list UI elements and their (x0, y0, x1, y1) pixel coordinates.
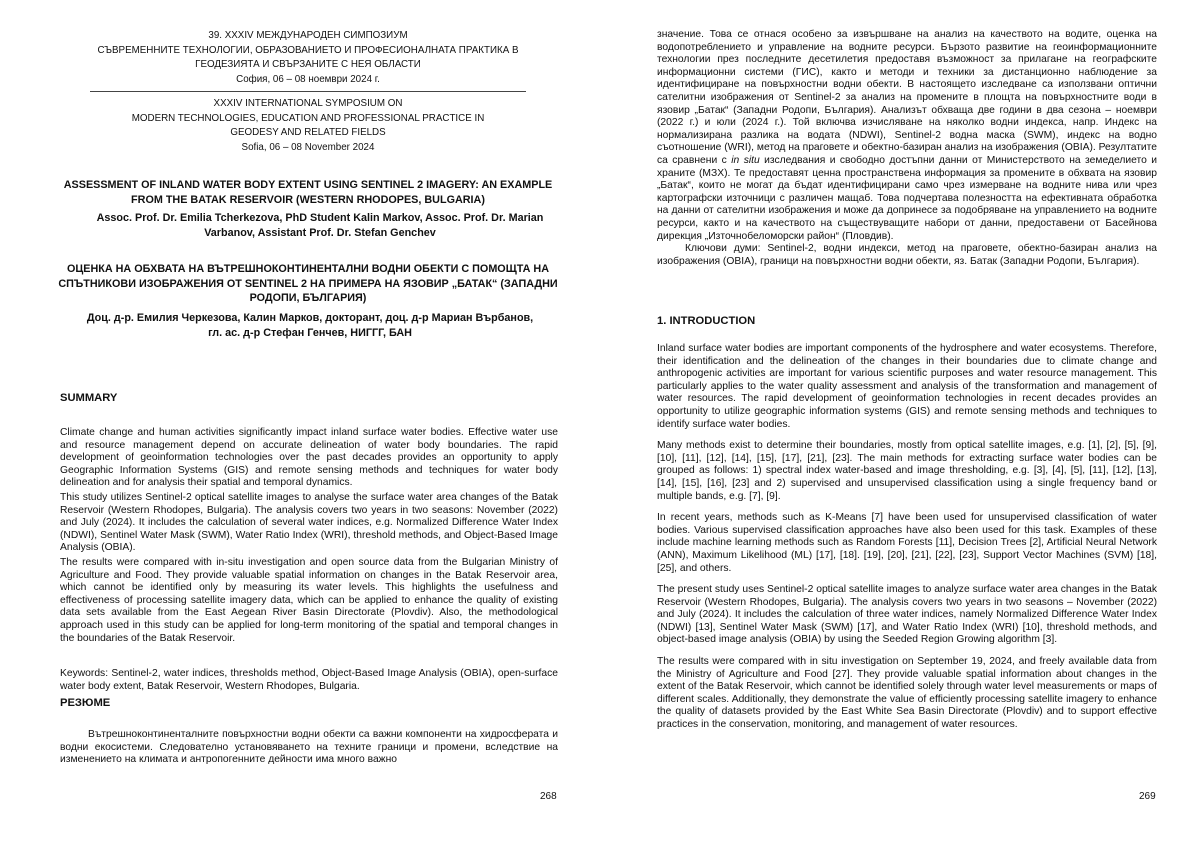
paper-title-en: ASSESSMENT OF INLAND WATER BODY EXTENT USING SENTINEL 2 IMAGERY: AN EXAMPLE FROM THE BATAK RESERVOIR (WESTERN RHODOPES, BULGARIA) (63, 179, 553, 206)
header-line: MODERN TECHNOLOGIES, EDUCATION AND PROFESSIONAL PRACTICE IN (131, 112, 485, 124)
introduction-body (657, 343, 1157, 732)
resume-body (60, 729, 558, 767)
right-page (600, 0, 1200, 849)
authors-bg-line: Доц. д-р. Емилия Черкезова, Калин Марков, докторант, доц. д-р Мариан Върбанов, (86, 312, 534, 324)
resume-heading: РЕЗЮМЕ (60, 697, 111, 709)
header-divider (90, 91, 526, 92)
authors-bg-line: гл. ас. д-р Стефан Генчев, НИГГГ, БАН (208, 327, 412, 339)
resume-paragraph (657, 29, 1157, 243)
page-number: 269 (1139, 791, 1156, 802)
header-line: Sofia, 06 – 08 November 2024 (241, 141, 375, 153)
summary-paragraph: Climate change and human activities significantly impact inland surface water bodies. Effective water use and resource management depend on accurate delineation of water body boundaries. The rapid development of geoinformation technologies over the past decades provides an opportunity to apply Geographic Information Systems (GIS) and remote sensing methods and techniques for water body delineation and for analysis their spatial and temporal dynamics. (60, 427, 558, 489)
header-line: ГЕОДЕЗИЯТА И СВЪРЗАНИТЕ С НЕЯ ОБЛАСТИ (195, 59, 421, 70)
summary-paragraph: This study utilizes Sentinel-2 optical satellite images to analyse the surface water area changes of the Batak Reservoir (Western Rhodopes, Bulgaria). The analysis covers two years in two seasons: November (2022) and July (2024). It includes the calculation of several water indices, e.g. Normalized Difference Water Index (NDWI), Sentinel Water Mask (SWM), Water Ratio Index (WRI), threshold methods, and Object-Based Image Analysis (OBIA). (60, 491, 558, 554)
resume-text: значение. Това се отнася особено за извършване на анализ на качеството на водите, оценка на водопотреблението и управление на водните ресурси. Бързото развитие на геоинформационните технологии през последните десетилетия предоставя възможност за прилагане на географските информационни системи (ГИС), както и методи и техники за дистанционно наблюдение за идентифициране на повърхностни водни обекти. В настоящето изследване са използвани оптични сателитни изображения от Sentinel-2 за анализ на промените в площта на повърхностните води в язовир „Батак“ (Западни Родопи, България). Анализът обхваща две години в два сезона – ноември (2022 г.) и юли (2024 г.). Той включва изчисляване на няколко водни индекса, напр. Индекс на нормализирана разлика на водата (NDWI), Sentinel-2 водна маска (SWM), индекс на водно съотношение (WRI), метод на праговете и обектно-базиран анализ на изображения (OBIA). Резултатите са сравнени с (657, 29, 1157, 166)
keywords-text: Keywords: Sentinel-2, water indices, thresholds method, Object-Based Image Analysis (OBIA), open-surface water body extent, Batak Reservoir, Western Rhodopes, Bulgaria. (60, 668, 558, 692)
intro-paragraph: In recent years, methods such as K-Means [7] have been used for unsupervised classification of water bodies. Various supervised classification approaches have also been used for this task. Examples of these include machine learning methods such as Random Forests [11], Decision Trees [2], Artificial Neural Network (ANN), Maximum Likelihood (ML) [17], [18]. [19], [20], [21], [22], [23], Support Vector Machines (SVM) [18], [25], and others. (657, 512, 1157, 574)
authors-bg (60, 311, 560, 341)
keywords-bg: Ключови думи: Sentinel-2, водни индекси, метод на праговете, обектно-базиран анализ на изображения (OBIA), граници на повърхностни водни обекти, яз. Батак (Западни Родопи, България). (657, 243, 1157, 267)
header-line: СЪВРЕМЕННИТЕ ТЕХНОЛОГИИ, ОБРАЗОВАНИЕТО И ПРОФЕСИОНАЛНАТА ПРАКТИКА В (97, 44, 519, 56)
resume-italic-term: in situ (731, 154, 760, 166)
page-number: 268 (540, 791, 557, 802)
summary-paragraph: The results were compared with in-situ investigation and open source data from the Bulgarian Ministry of Agriculture and Food. They provide valuable spatial information on changes in the Batak Reservoir area, which cannot be identified only by measuring its water levels. This highlights the usefulness and effectiveness of processing satellite imagery data, which can be applied to enhance the quality of existing data sets available from the East Aegean River Basin Directorate (Plovdiv). Also, the methodological approach used in this study can be applied for long-term monitoring of the spatial and temporal changes in the boundaries of the Batak Reservoir. (60, 556, 558, 644)
intro-paragraph: The results were compared with in situ investigation on September 19, 2024, and freely available data from the Ministry of Agriculture and Food [27]. They provide valuable spatial information about changes in the extent of the Batak Reservoir, which cannot be identified solely through water level measurements or maps of different scales. Additionally, they demonstrate the value of efficiently processing satellite imagery to enhance the quality of datasets provided by the East White Sea Basin Directorate (Plovdiv) and to support effective practices in the conservation, monitoring, and management of water resources. (657, 656, 1157, 731)
header-line: София, 06 – 08 ноември 2024 г. (236, 73, 380, 85)
resume-continuation (657, 29, 1157, 268)
summary-body (60, 427, 558, 645)
resume-paragraph: Вътрешноконтиненталните повърхностни водни обекти са важни компоненти на хидросферата и водни екосистеми. Следователно установяването на техните граници и промени, вследствие на изменението на климата и антропогенните дейности има много важно (60, 729, 558, 766)
intro-paragraph: Many methods exist to determine their boundaries, mostly from optical satellite images, e.g. [1], [2], [5], [9], [10], [11], [12], [14], [15], [17], [21], [23]. The main methods for extracting surface water bodies can be grouped as follows: 1) spectral index water-based and image thresholding, e.g. [3], [4], [5], [11], [12], [13], [14], [15], [16], [23] and 2) supervised and unsupervised classification using a single frequency band or multiple bands, e.g. [7], [9]. (657, 440, 1157, 502)
header-line: XXXIV INTERNATIONAL SYMPOSIUM ON (213, 98, 403, 109)
header-line: GEODESY AND RELATED FIELDS (230, 127, 386, 138)
symposium-header-bg (60, 29, 556, 87)
summary-heading: SUMMARY (60, 392, 118, 404)
authors-en: Assoc. Prof. Dr. Emilia Tcherkezova, PhD Student Kalin Markov, Assoc. Prof. Dr. Marian Varbanov, Assistant Prof. Dr. Stefan Genchev (96, 212, 544, 239)
symposium-header-en (60, 97, 556, 155)
introduction-heading: 1. INTRODUCTION (657, 315, 756, 327)
resume-text: изследвания и свободно достъпни данни от Министерството на земеделието и храните (МЗХ). Те предоставят ценна пространствена информация за промените в обхвата на язовир „Батак“, които не могат да бъдат идентифицирани само чрез измерване на водните нива или чрез картографски източници с различен мащаб. Това подчертава полезността на ефективната обработка на данни от сателитни изображения и може да допринесе за подобряване на управлението на водните ресурси, както и на качеството на съществуващите набори от данни, предоставени от Басейнова дирекция „Източнобеломорски район“ (Пловдив). (657, 154, 1157, 242)
header-line: 39. XXXIV МЕЖДУНАРОДЕН СИМПОЗИУМ (208, 30, 408, 41)
intro-paragraph: The present study uses Sentinel-2 optical satellite images to analyze surface water area changes in the Batak Reservoir (Western Rhodopes, Bulgaria). The analysis covers two years in two seasons – November (2022) and July (2024). It includes the calculation of three water indices, namely Normalized Difference Water Index (NDWI) [13], Sentinel Water Mask (SWM) [17], and Water Ratio Index (WRI) [10], threshold methods, and object-based image analysis (OBIA) by using the Seeded Region Growing algorithm [3]. (657, 584, 1157, 646)
keywords-en (60, 668, 558, 693)
paper-title-bg: ОЦЕНКА НА ОБХВАТА НА ВЪТРЕШНОКОНТИНЕНТАЛНИ ВОДНИ ОБЕКТИ С ПОМОЩТА НА СПЪТНИКОВИ ИЗОБРАЖЕНИЯ ОТ SENTINEL 2 НА ПРИМЕРА НА ЯЗОВИР „БАТАК“ (ЗАПАДНИ РОДОПИ, БЪЛГАРИЯ) (58, 263, 558, 304)
intro-paragraph: Inland surface water bodies are important components of the hydrosphere and water ecosystems. Therefore, their identification and the delineation of the changes in their boundaries due to climate change and anthropogenic activities are important for various scientific purposes and water resource management. This particularly applies to the water quality assessment and analysis of the transformation and management of water resources. The rapid development of geoinformation technologies in recent decades provides an opportunity to utilize geographic information systems (GIS) and remote sensing methods and techniques to identify surface water bodies. (657, 343, 1157, 430)
